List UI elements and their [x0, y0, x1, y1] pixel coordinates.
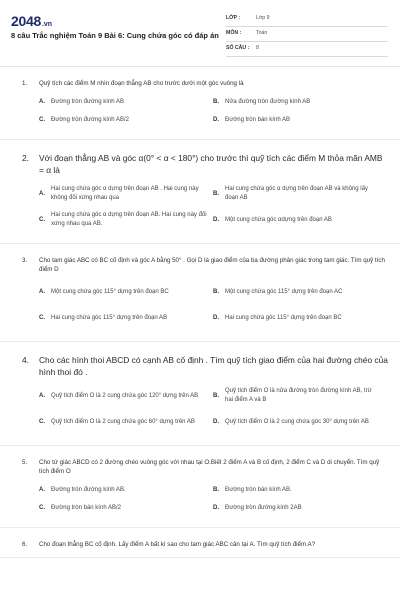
- meta-value: 8: [256, 45, 259, 51]
- question-number: 5.: [22, 459, 28, 466]
- question-text: [22, 540, 388, 549]
- option-letter: A.: [39, 99, 45, 105]
- option-letter: D.: [213, 217, 219, 223]
- option-c[interactable]: [39, 501, 213, 515]
- answer-options: [39, 281, 388, 333]
- option-a[interactable]: [39, 281, 213, 303]
- option-d[interactable]: [213, 113, 387, 127]
- option-letter: D.: [213, 505, 219, 511]
- question-number: 2.: [22, 153, 29, 163]
- question-text: [22, 256, 388, 274]
- question-4: [0, 342, 400, 446]
- option-b[interactable]: [213, 483, 387, 497]
- option-letter: A.: [39, 487, 45, 493]
- option-b[interactable]: [213, 183, 387, 205]
- question-list: [0, 67, 400, 558]
- option-text: Đường tròn bán kính AB.: [225, 486, 292, 493]
- option-text: Đường tròn đường kính AB/2: [51, 116, 129, 123]
- option-letter: D.: [213, 117, 219, 123]
- option-letter: B.: [213, 191, 219, 197]
- option-letter: D.: [213, 419, 219, 425]
- logo-text: 2048: [11, 13, 41, 29]
- option-letter: B.: [213, 393, 219, 399]
- question-text: [22, 152, 388, 176]
- option-letter: C.: [39, 505, 45, 511]
- option-b[interactable]: [213, 95, 387, 109]
- option-letter: B.: [213, 289, 219, 295]
- logo-suffix: .vn: [41, 21, 53, 28]
- meta-row-count: [226, 43, 388, 57]
- option-text: Quỹ tích điểm O là 2 cung chứa góc 30° dựng trên AB: [225, 418, 369, 425]
- meta-row-subject: [226, 28, 388, 42]
- page-header: [0, 0, 400, 66]
- question-text: [22, 79, 388, 88]
- option-text: Đường tròn đường kính AB.: [51, 486, 126, 493]
- question-text: [22, 354, 388, 378]
- option-a[interactable]: [39, 483, 213, 497]
- option-a[interactable]: [39, 385, 213, 407]
- answer-options: [39, 483, 388, 519]
- option-text: Hai cung chứa góc α dựng trên đoạn AB và không lấy đoạn AB: [225, 186, 368, 201]
- option-text: Đường tròn đường kính AB: [51, 98, 124, 105]
- question-number: 3.: [22, 257, 28, 264]
- option-text: Một cung chứa góc 115° dựng trên đoạn BC: [51, 288, 169, 295]
- site-logo[interactable]: [11, 13, 52, 29]
- option-d[interactable]: [213, 501, 387, 515]
- option-c[interactable]: [39, 411, 213, 433]
- option-letter: C.: [39, 217, 45, 223]
- meta-label: SỐ CÂU :: [226, 45, 250, 51]
- exam-meta: [226, 13, 388, 58]
- meta-value: Toán: [256, 30, 268, 36]
- question-body: Cho tam giác ABC có BC cố định và góc A bằng 50° . Gọi D là giao điểm của ba đường phân giác trong tam giác. Tìm quỹ tích điểm D: [39, 257, 385, 273]
- option-text: Quỹ tích điểm O là 2 cung chứa góc 60° dựng trên AB: [51, 418, 195, 425]
- option-text: Một cung chứa góc 115° dựng trên đoạn AC: [225, 288, 343, 295]
- option-letter: B.: [213, 487, 219, 493]
- option-b[interactable]: [213, 385, 387, 407]
- question-body: Với đoạn thẳng AB và góc α(0° < α < 180°) cho trước thì quỹ tích các điểm M thỏa mãn AMB = α là: [39, 153, 383, 175]
- answer-options: [39, 95, 388, 131]
- meta-row-class: [226, 13, 388, 27]
- option-text: Đường tròn bán kính AB/2: [51, 504, 121, 511]
- option-letter: A.: [39, 393, 45, 399]
- option-letter: C.: [39, 419, 45, 425]
- question-number: 4.: [22, 355, 29, 365]
- question-6: [0, 528, 400, 558]
- question-2: [0, 140, 400, 244]
- option-text: Đường tròn đường kính 2AB: [225, 504, 302, 511]
- option-a[interactable]: [39, 95, 213, 109]
- option-text: Quỹ tích điểm O là 2 cung chứa góc 120° dựng trên AB: [51, 392, 199, 399]
- question-body: Quỹ tích các điểm M nhìn đoạn thẳng AB cho trước dưới một góc vuông là: [39, 80, 244, 87]
- answer-options: [39, 385, 388, 437]
- option-letter: A.: [39, 289, 45, 295]
- meta-label: LỚP :: [226, 15, 241, 21]
- option-text: Một cung chứa góc αdựng trên đoạn AB: [225, 216, 332, 223]
- option-text: Hai cung chứa góc α dựng trên đoạn AB . Hai cung này không đối xứng nhau qua: [51, 186, 199, 201]
- question-1: [0, 67, 400, 140]
- option-text: Đường tròn bán kính AB: [225, 116, 290, 123]
- option-text: Hai cung chứa góc 115° dựng trên đoạn BC: [225, 314, 342, 321]
- question-text: [22, 458, 388, 476]
- question-body: Cho tứ giác ABCD có 2 đường chéo vuông góc với nhau tại O.Biết 2 điểm A và B cố định, 2 điểm C và D di chuyển. Tìm quỹ tích điểm O: [39, 459, 380, 475]
- option-text: Hai cung chứa góc α dựng trên đoạn AB. Hai cung này đối xứng nhau qua AB.: [51, 212, 207, 227]
- question-number: 1.: [22, 80, 28, 87]
- option-d[interactable]: [213, 209, 387, 231]
- option-letter: A.: [39, 191, 45, 197]
- question-5: [0, 446, 400, 528]
- option-text: Quỹ tích điểm O là nửa đường tròn đường kính AB, trừ hai điểm A và B: [225, 388, 372, 403]
- option-letter: B.: [213, 99, 219, 105]
- question-body: Cho đoạn thẳng BC cố định. Lấy điểm A bất kì sao cho tam giác ABC cân tại A. Tìm quỹ tích điểm A?: [39, 541, 316, 548]
- question-3: [0, 244, 400, 342]
- answer-options: [39, 183, 388, 235]
- option-letter: C.: [39, 117, 45, 123]
- option-text: Nửa đường tròn đường kính AB: [225, 98, 311, 105]
- question-number: 6.: [22, 541, 28, 548]
- option-c[interactable]: [39, 307, 213, 329]
- option-d[interactable]: [213, 307, 387, 329]
- option-a[interactable]: [39, 183, 213, 205]
- document-title: 8 câu Trắc nghiệm Toán 9 Bài 6: Cung chứa góc có đáp án: [11, 31, 219, 40]
- option-letter: D.: [213, 315, 219, 321]
- question-body: Cho các hình thoi ABCD có cạnh AB cố định . Tìm quỹ tích giao điểm của hai đường chéo của hình thoi đó .: [39, 355, 388, 377]
- meta-label: MÔN :: [226, 30, 242, 36]
- option-text: Hai cung chứa góc 115° dựng trên đoạn AB: [51, 314, 168, 321]
- option-d[interactable]: [213, 411, 387, 433]
- option-c[interactable]: [39, 209, 213, 231]
- option-letter: C.: [39, 315, 45, 321]
- option-c[interactable]: [39, 113, 213, 127]
- option-b[interactable]: [213, 281, 387, 303]
- meta-value: Lớp 9: [256, 15, 270, 21]
